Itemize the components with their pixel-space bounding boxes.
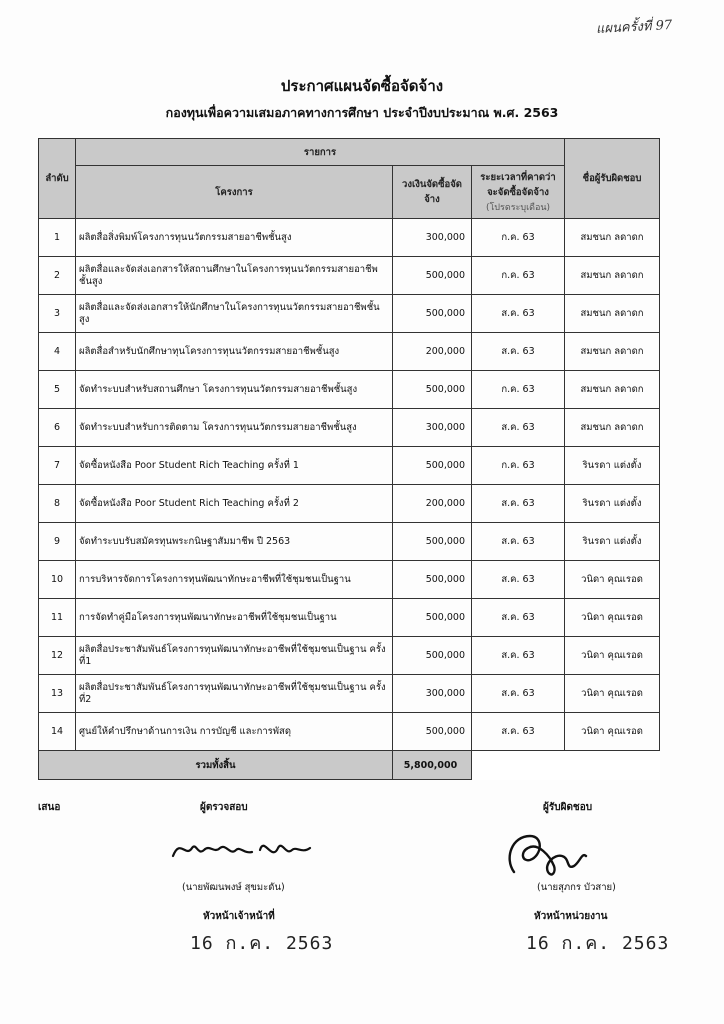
row-period: ก.ค. 63	[472, 371, 565, 409]
row-no: 11	[39, 599, 76, 637]
row-period: ส.ค. 63	[472, 295, 565, 333]
row-responsible: วนิดา คุณเรอด	[565, 637, 660, 675]
header-project: โครงการ	[76, 166, 393, 219]
table-row	[39, 447, 660, 485]
total-row	[39, 751, 660, 780]
row-amount: 300,000	[393, 675, 472, 713]
responsible-date-stamp: 16 ก.ค. 2563	[526, 933, 670, 954]
table-row	[39, 371, 660, 409]
row-responsible: รินรดา แต่งตั้ง	[565, 485, 660, 523]
row-project: จัดทำระบบสำหรับการติดตาม โครงการทุนนวัตกรรมสายอาชีพชั้นสูง	[76, 409, 393, 447]
row-amount: 500,000	[393, 637, 472, 675]
row-amount: 500,000	[393, 523, 472, 561]
row-amount: 300,000	[393, 409, 472, 447]
checker-name: (นายพัฒนพงษ์ สุขมะดัน)	[182, 882, 285, 893]
table-row	[39, 637, 660, 675]
row-no: 3	[39, 295, 76, 333]
table-row	[39, 561, 660, 599]
responsible-label: ผู้รับผิดชอบ	[543, 802, 593, 813]
row-no: 7	[39, 447, 76, 485]
row-amount: 300,000	[393, 219, 472, 257]
row-project: ผลิตสื่อสำหรับนักศึกษาทุนโครงการทุนนวัตกรรมสายอาชีพชั้นสูง	[76, 333, 393, 371]
row-responsible: วนิดา คุณเรอด	[565, 713, 660, 751]
header-responsible: ชื่อผู้รับผิดชอบ	[565, 139, 660, 219]
table-row	[39, 599, 660, 637]
table-row	[39, 295, 660, 333]
row-period: ส.ค. 63	[472, 675, 565, 713]
header-items-group: รายการ	[76, 139, 565, 166]
checker-label: ผู้ตรวจสอบ	[200, 802, 248, 813]
table-row	[39, 675, 660, 713]
table-row	[39, 485, 660, 523]
header-amount: วงเงินจัดซื้อจัดจ้าง	[393, 166, 472, 219]
header-period	[472, 166, 565, 219]
total-amount: 5,800,000	[393, 751, 472, 780]
row-no: 13	[39, 675, 76, 713]
row-no: 4	[39, 333, 76, 371]
checker-signature	[168, 828, 318, 868]
row-responsible: สมชนก ลดาดก	[565, 333, 660, 371]
row-project: จัดทำระบบรับสมัครทุนพระกนิษฐาสัมมาชีพ ปี 2563	[76, 523, 393, 561]
row-period: ส.ค. 63	[472, 561, 565, 599]
responsible-name: (นายสุภกร บัวสาย)	[537, 882, 616, 893]
row-period: ก.ค. 63	[472, 447, 565, 485]
row-period: ก.ค. 63	[472, 219, 565, 257]
header-period-note: (โปรดระบุเดือน)	[485, 203, 551, 213]
total-blank	[472, 751, 660, 780]
row-period: ก.ค. 63	[472, 257, 565, 295]
row-responsible: วนิดา คุณเรอด	[565, 675, 660, 713]
row-responsible: สมชนก ลดาดก	[565, 371, 660, 409]
row-no: 9	[39, 523, 76, 561]
row-amount: 500,000	[393, 713, 472, 751]
row-period: ส.ค. 63	[472, 523, 565, 561]
row-project: ผลิตสื่อประชาสัมพันธ์โครงการทุนพัฒนาทักษะอาชีพที่ใช้ชุมชนเป็นฐาน ครั้งที่1	[76, 637, 393, 675]
row-amount: 200,000	[393, 485, 472, 523]
row-project: การจัดทำคู่มือโครงการทุนพัฒนาทักษะอาชีพที่ใช้ชุมชนเป็นฐาน	[76, 599, 393, 637]
row-amount: 500,000	[393, 447, 472, 485]
document-title: ประกาศแผนจัดซื้อจัดจ้าง	[280, 77, 444, 95]
table-row	[39, 257, 660, 295]
row-no: 14	[39, 713, 76, 751]
row-responsible: วนิดา คุณเรอด	[565, 561, 660, 599]
header-period-label: ระยะเวลาที่คาดว่าจะจัดซื้อจัดจ้าง	[480, 172, 556, 198]
row-project: ผลิตสื่อและจัดส่งเอกสารให้นักศึกษาในโครงการทุนนวัตกรรมสายอาชีพชั้นสูง	[76, 295, 393, 333]
checker-date-stamp: 16 ก.ค. 2563	[190, 933, 334, 954]
row-responsible: รินรดา แต่งตั้ง	[565, 447, 660, 485]
row-period: ส.ค. 63	[472, 485, 565, 523]
row-period: ส.ค. 63	[472, 637, 565, 675]
row-amount: 500,000	[393, 257, 472, 295]
row-no: 5	[39, 371, 76, 409]
table-row	[39, 333, 660, 371]
row-amount: 500,000	[393, 295, 472, 333]
row-project: ผลิตสื่อประชาสัมพันธ์โครงการทุนพัฒนาทักษะอาชีพที่ใช้ชุมชนเป็นฐาน ครั้งที่2	[76, 675, 393, 713]
header-no: ลำดับ	[39, 139, 76, 219]
row-project: จัดทำระบบสำหรับสถานศึกษา โครงการทุนนวัตกรรมสายอาชีพชั้นสูง	[76, 371, 393, 409]
row-amount: 500,000	[393, 561, 472, 599]
propose-label: เสนอ	[38, 802, 61, 813]
row-responsible: สมชนก ลดาดก	[565, 257, 660, 295]
row-no: 12	[39, 637, 76, 675]
row-amount: 500,000	[393, 371, 472, 409]
row-period: ส.ค. 63	[472, 409, 565, 447]
row-no: 1	[39, 219, 76, 257]
table-row	[39, 523, 660, 561]
row-project: ผลิตสื่อสิ่งพิมพ์โครงการทุนนวัตกรรมสายอาชีพชั้นสูง	[76, 219, 393, 257]
row-responsible: รินรดา แต่งตั้ง	[565, 523, 660, 561]
row-project: จัดซื้อหนังสือ Poor Student Rich Teaching ครั้งที่ 2	[76, 485, 393, 523]
responsible-signature	[500, 826, 590, 880]
procurement-plan-table	[38, 138, 660, 780]
row-responsible: สมชนก ลดาดก	[565, 295, 660, 333]
row-period: ส.ค. 63	[472, 599, 565, 637]
row-amount: 500,000	[393, 599, 472, 637]
row-amount: 200,000	[393, 333, 472, 371]
row-no: 2	[39, 257, 76, 295]
row-project: ศูนย์ให้คำปรึกษาด้านการเงิน การบัญชี และการพัสดุ	[76, 713, 393, 751]
row-period: ส.ค. 63	[472, 713, 565, 751]
row-project: การบริหารจัดการโครงการทุนพัฒนาทักษะอาชีพที่ใช้ชุมชนเป็นฐาน	[76, 561, 393, 599]
row-responsible: วนิดา คุณเรอด	[565, 599, 660, 637]
table-row	[39, 713, 660, 751]
row-no: 10	[39, 561, 76, 599]
table-row	[39, 219, 660, 257]
checker-title: หัวหน้าเจ้าหน้าที่	[203, 911, 275, 922]
row-no: 6	[39, 409, 76, 447]
total-label: รวมทั้งสิ้น	[39, 751, 393, 780]
table-row	[39, 409, 660, 447]
document-subtitle: กองทุนเพื่อความเสมอภาคทางการศึกษา ประจำปีงบประมาณ พ.ศ. 2563	[165, 105, 559, 120]
row-project: ผลิตสื่อและจัดส่งเอกสารให้สถานศึกษาในโครงการทุนนวัตกรรมสายอาชีพชั้นสูง	[76, 257, 393, 295]
row-project: จัดซื้อหนังสือ Poor Student Rich Teaching ครั้งที่ 1	[76, 447, 393, 485]
row-responsible: สมชนก ลดาดก	[565, 409, 660, 447]
handwritten-note: แผนครั้งที่ 97	[595, 18, 673, 37]
row-responsible: สมชนก ลดาดก	[565, 219, 660, 257]
row-no: 8	[39, 485, 76, 523]
row-period: ส.ค. 63	[472, 333, 565, 371]
responsible-title: หัวหน้าหน่วยงาน	[534, 911, 608, 922]
